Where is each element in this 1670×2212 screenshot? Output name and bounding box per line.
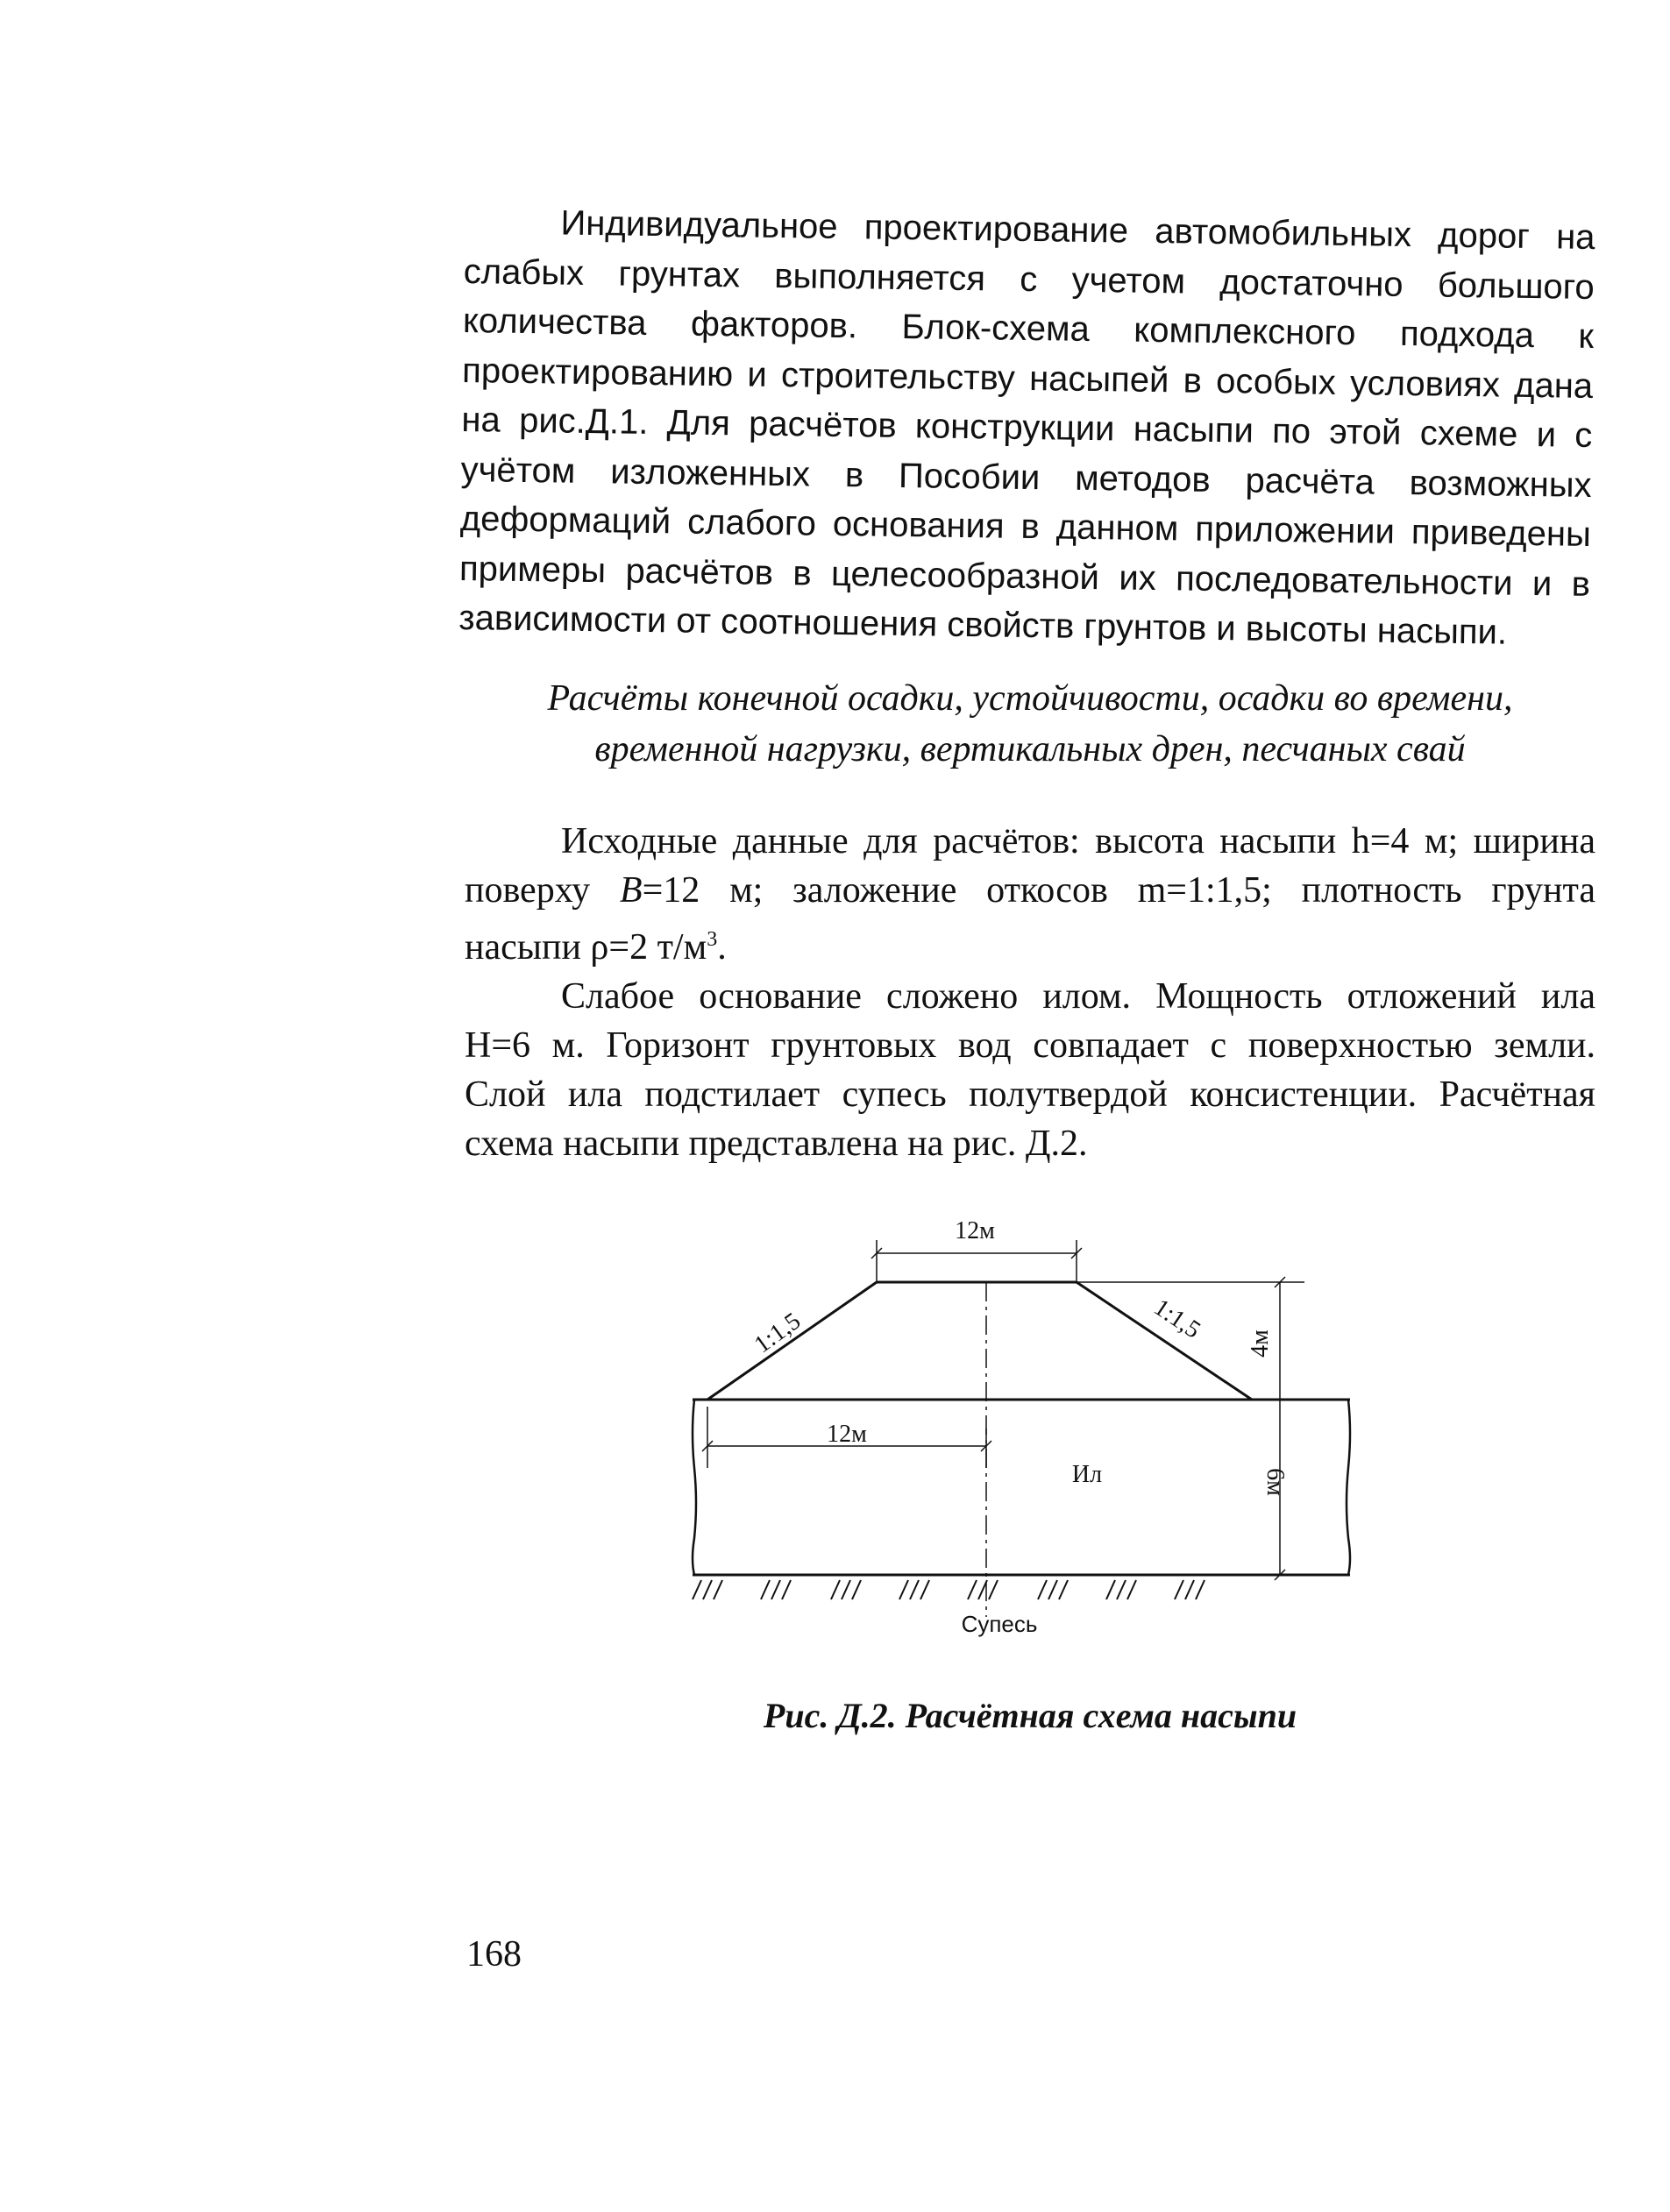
params-line <box>465 915 1595 972</box>
section-heading <box>465 673 1595 775</box>
figure-caption: Рис. Д.2. Расчётная схема насыпи <box>763 1696 1297 1735</box>
params-symbol: B <box>619 870 643 911</box>
intro-line: Индивидуальное проектирование автомобильных дорог на <box>560 203 1595 258</box>
input-data-paragraphs <box>465 817 1595 1168</box>
layer-thickness-label: 6м <box>1261 1468 1289 1496</box>
top-width-label: 12м <box>955 1217 995 1244</box>
soil-hatching <box>693 1580 1205 1599</box>
half-base-label: 12м <box>827 1421 867 1448</box>
section-heading-line: Расчёты конечной осадки, устойчивости, осадки во времени, <box>547 678 1513 719</box>
height-label: 4м <box>1247 1329 1274 1358</box>
intro-line: примеры расчётов в целесообразной их последовательности и в <box>458 549 1591 604</box>
right-slope-label: 1:1,5 <box>1148 1294 1205 1344</box>
page-number: 168 <box>466 1934 522 1974</box>
intro-paragraph <box>458 197 1595 658</box>
intro-line: слабых грунтах выполняется с учетом достаточно большого <box>463 252 1595 307</box>
embankment-diagram <box>666 1205 1368 1643</box>
params-line <box>465 866 1595 915</box>
embankment-diagram-svg <box>666 1205 1368 1643</box>
params-line: Исходные данные для расчётов: высота насыпи h=4 м; ширина <box>561 821 1595 861</box>
left-slope-label: 1:1,5 <box>749 1307 807 1359</box>
bottom-soil-label: Супесь <box>961 1611 1038 1637</box>
intro-line: на рис.Д.1. Для расчётов конструкции насыпи по этой схеме и с <box>461 400 1593 455</box>
layer-left-border <box>693 1400 696 1575</box>
intro-line: деформаций слабого основания в данном приложении приведены <box>459 499 1592 554</box>
section-heading-line: временной нагрузки, вертикальных дрен, песчаных свай <box>594 729 1466 769</box>
intro-line: количества факторов. Блок-схема комплексного подхода к <box>462 301 1595 356</box>
params-superscript: 3 <box>707 928 718 951</box>
layer-label: Ил <box>1071 1461 1103 1488</box>
params-text: насыпи ρ=2 т/м <box>465 927 707 968</box>
intro-line: проектированию и строительству насыпей в особых условиях дана <box>461 351 1594 406</box>
params-line: H=6 м. Горизонт грунтовых вод совпадает с поверхностью земли. <box>465 1025 1595 1066</box>
params-line: схема насыпи представлена на рис. Д.2. <box>465 1124 1088 1164</box>
params-line: Слабое основание сложено илом. Мощность отложений ила <box>561 976 1595 1017</box>
params-text: поверху <box>465 870 620 911</box>
params-text: =12 м; заложение откосов m=1:1,5; плотность грунта <box>642 870 1595 911</box>
layer-right-border <box>1347 1400 1350 1575</box>
params-line: Слой ила подстилает супесь полутвердой консистенции. Расчётная <box>465 1074 1595 1115</box>
intro-line: зависимости от соотношения свойств грунтов и высоты насыпи. <box>458 598 1508 652</box>
left-slope-line <box>707 1282 877 1400</box>
intro-line: учётом изложенных в Пособии методов расчёта возможных <box>460 450 1592 505</box>
params-text: . <box>717 927 727 968</box>
